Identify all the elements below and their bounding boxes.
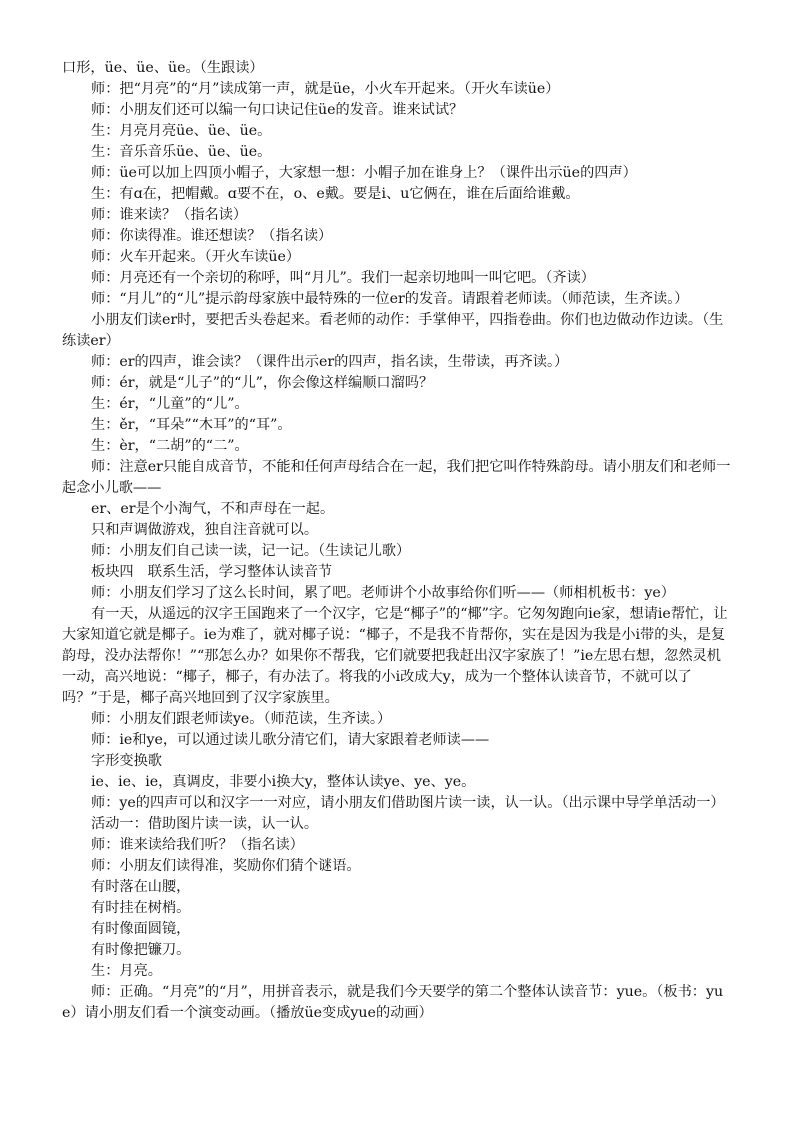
paragraph: 师：ie和ye，可以通过读儿歌分清它们，请大家跟着老师读—— xyxy=(91,732,490,748)
paragraph: 师：üe可以加上四顶小帽子，大家想一想：小帽子加在谁身上？（课件出示üe的四声） xyxy=(91,165,637,181)
document-body xyxy=(62,58,734,1024)
paragraph: 生：音乐音乐üe、üe、üe。 xyxy=(91,144,272,160)
paragraph: 师：小朋友们读得准，奖励你们猜个谜语。 xyxy=(91,858,361,874)
paragraph: 生：月亮月亮üe、üe、üe。 xyxy=(91,123,272,139)
paragraph: 师：小朋友们学习了这么长时间，累了吧。老师讲个小故事给你们听——（师相机板书：ye） xyxy=(91,585,675,601)
paragraph: 师：你读得准。谁还想读？（指名读） xyxy=(91,228,333,244)
paragraph: 生：月亮。 xyxy=(91,963,162,979)
paragraph: 师：小朋友们跟老师读ye。（师范读，生齐读。） xyxy=(91,711,392,727)
paragraph: 师：把“月亮”的“月”读成第一声，就是üe，小火车开起来。（开火车读üe） xyxy=(91,81,560,97)
paragraph: 师：小朋友们还可以编一句口诀记住üe的发音。谁来试试？ xyxy=(91,102,464,118)
paragraph: 师：谁来读给我们听？（指名读） xyxy=(91,837,304,853)
paragraph: 师：月亮还有一个亲切的称呼，叫“月儿”。我们一起亲切地叫一叫它吧。（齐读） xyxy=(91,270,595,286)
paragraph: 师：“月儿”的“儿”提示韵母家族中最特殊的一位er的发音。请跟着老师读。（师范读，生齐读。） xyxy=(91,291,689,307)
paragraph: 师：火车开起来。（开火车读üe） xyxy=(91,249,301,265)
rhyme-line: ie、ie、ie，真调皮，非要小i换大y，整体认读ye、ye、ye。 xyxy=(91,774,476,790)
paragraph: 小朋友们读er时，要把舌头卷起来。看老师的动作：手掌伸平，四指卷曲。你们也边做动作边读。（生练读er） xyxy=(62,312,724,349)
rhyme-title: 字形变换歌 xyxy=(91,753,162,769)
paragraph: 师：正确。“月亮”的“月”，用拼音表示，就是我们今天要学的第二个整体认读音节：yue。（板书：yue）请小朋友们看一个演变动画。（播放üe变成yue的动画） xyxy=(62,984,724,1021)
paragraph: 师：ye的四声可以和汉字一一对应，请小朋友们借助图片读一读，认一认。（出示课中导学单活动一） xyxy=(91,795,725,811)
paragraph: 生：ěr，“耳朵”“木耳”的“耳”。 xyxy=(91,417,292,433)
paragraph: 师：小朋友们自己读一读，记一记。（生读记儿歌） xyxy=(91,543,411,559)
riddle-line: 有时落在山腰， xyxy=(91,879,191,895)
paragraph: 只和声调做游戏，独自注音就可以。 xyxy=(91,522,319,538)
paragraph: 生：有ɑ在，把帽戴。ɑ要不在，o、e戴。要是i、u它俩在，谁在后面给谁戴。 xyxy=(91,186,580,202)
paragraph: er、er是个小淘气，不和声母在一起。 xyxy=(91,501,335,517)
paragraph: 生：ér，“儿童”的“儿”。 xyxy=(91,396,249,412)
riddle-line: 有时像把镰刀。 xyxy=(91,942,191,958)
riddle-line: 有时挂在树梢。 xyxy=(91,900,191,916)
section-heading: 板块四 联系生活，学习整体认读音节 xyxy=(91,564,333,580)
activity-title: 活动一：借助图片读一读，认一认。 xyxy=(91,816,319,832)
story-paragraph: 有一天，从遥远的汉字王国跑来了一个汉字，它是“椰子”的“椰”字。它匆匆跑向ie家，想请ie帮忙，让大家知道它就是椰子。ie为难了，就对椰子说：“椰子，不是我不肯帮你，实在是因为我是小i带的头，是复韵母，没办法帮你！”“那怎么办？如果你不帮我，它们就要把我赶出汉字家族了！”ie左思右想，忽然灵机一动，高兴地说：“椰子，椰子，有办法了。将我的小i改成大y，成为一个整体认读音节，不就可以了吗？”于是，椰子高兴地回到了汉字家族里。 xyxy=(62,606,728,706)
paragraph: 师：ér，就是“儿子”的“儿”，你会像这样编顺口溜吗？ xyxy=(91,375,434,391)
paragraph: 口形，üe、üe、üe。（生跟读） xyxy=(62,60,264,76)
paragraph: 生：èr，“二胡”的“二”。 xyxy=(91,438,249,454)
paragraph: 师：注意er只能自成音节，不能和任何声母结合在一起，我们把它叫作特殊韵母。请小朋友们和老师一起念小儿歌—— xyxy=(62,459,731,496)
paragraph: 师：er的四声，谁会读？（课件出示er的四声，指名读，生带读，再齐读。） xyxy=(91,354,569,370)
riddle-line: 有时像面圆镜， xyxy=(91,921,191,937)
paragraph: 师：谁来读？（指名读） xyxy=(91,207,248,223)
